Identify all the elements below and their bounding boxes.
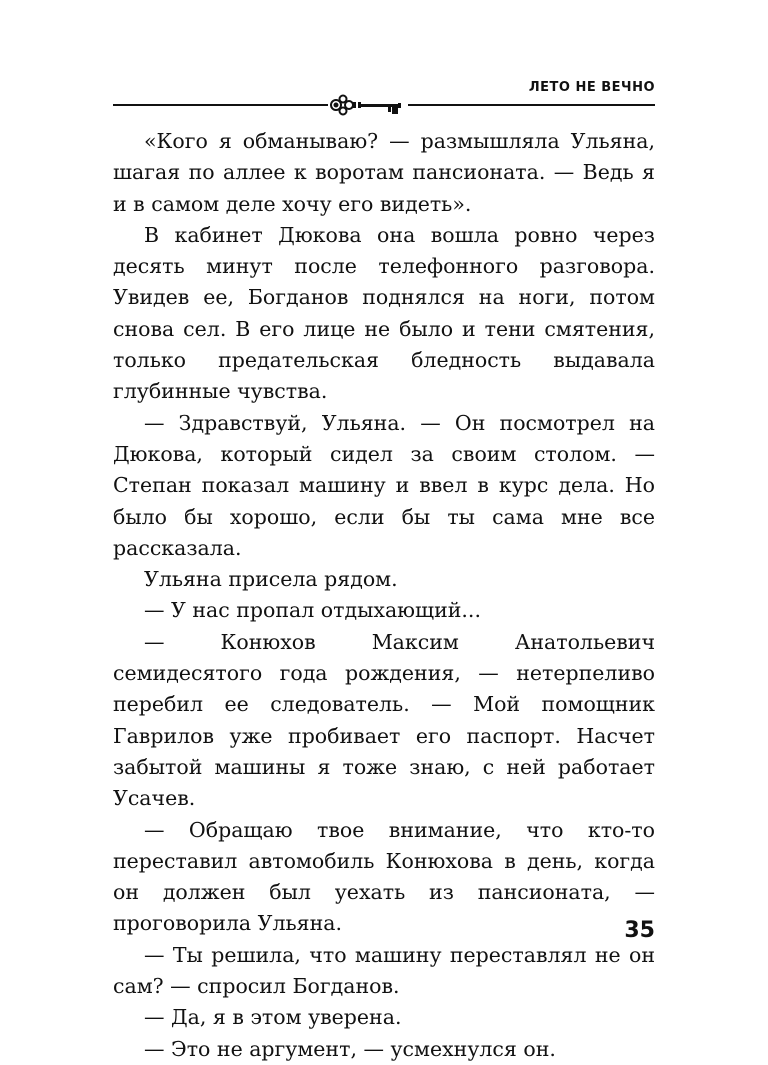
paragraph: — Конюхов Максим Анатольевич семидесятого года рождения, — нетерпеливо перебил ее следователь. — Мой помощник Гаврилов уже пробивает его паспорт. Насчет забытой машины я тоже знаю, с ней работает Усачев. <box>113 629 655 811</box>
page-number: 35 <box>624 918 655 943</box>
key-icon <box>328 94 408 116</box>
paragraph: — У нас пропал отдыхающий... <box>144 598 481 623</box>
paragraph: В кабинет Дюкова она вошла ровно через десять минут после телефонного разговора. Увидев ее, Богданов поднялся на ноги, потом снова сел. В его лице не было и тени смятения, только предательская бледность выдавала глубинные чувства. <box>113 222 655 404</box>
body-text <box>113 126 655 1065</box>
paragraph: — Это не аргумент, — усмехнулся он. <box>144 1036 556 1061</box>
paragraph: — Ты решила, что машину переставлял не он сам? — спросил Богданов. <box>113 942 655 999</box>
running-title: ЛЕТО НЕ ВЕЧНО <box>528 80 655 95</box>
paragraph: — Здравствуй, Ульяна. — Он посмотрел на Дюкова, который сидел за своим столом. — Степан показал машину и ввел в курс дела. Но было бы хорошо, если бы ты сама мне все рассказала. <box>113 410 655 560</box>
paragraph: — Да, я в этом уверена. <box>144 1005 402 1030</box>
paragraph: — Обращаю твое внимание, что кто-то переставил автомобиль Конюхова в день, когда он должен был уехать из пансионата, — проговорила Ульяна. <box>113 817 655 936</box>
paragraph: Ульяна присела рядом. <box>144 567 398 592</box>
paragraph: «Кого я обманываю? — размышляла Ульяна, шагая по аллее к воротам пансионата. — Ведь я и в самом деле хочу его видеть». <box>113 129 655 216</box>
